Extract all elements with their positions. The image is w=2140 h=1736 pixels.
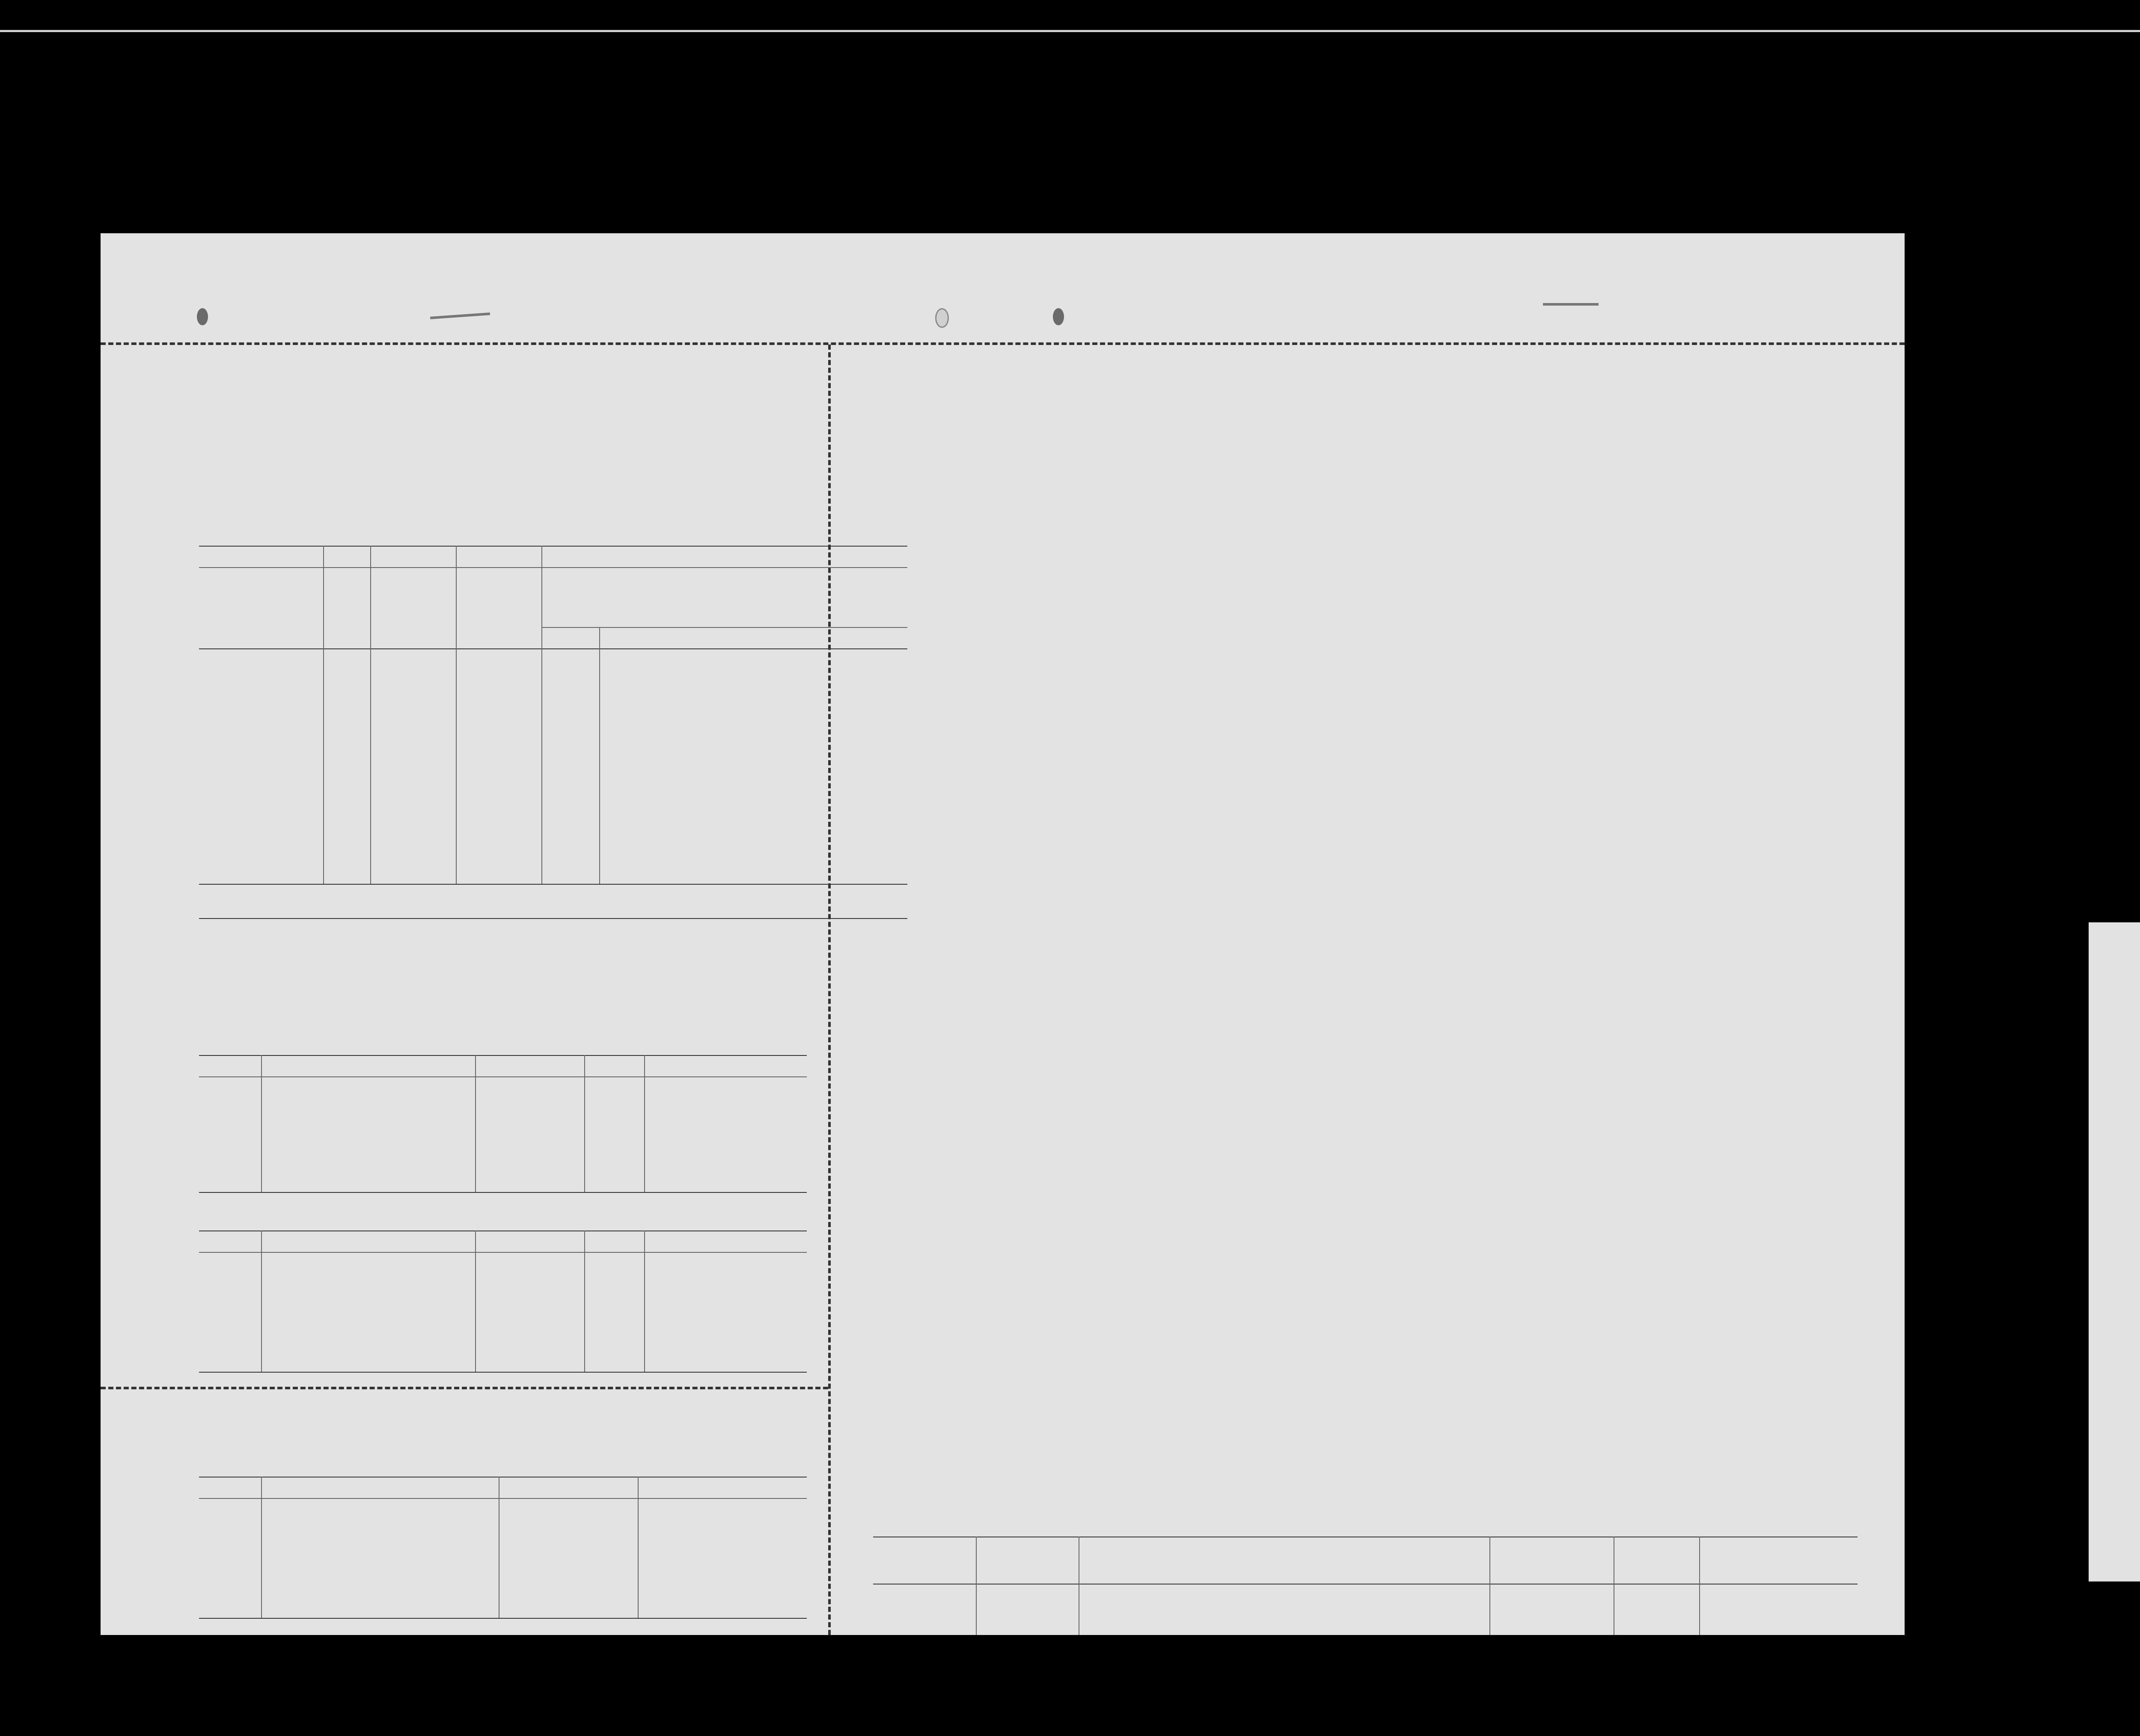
partA-table xyxy=(199,546,907,939)
perforation-middle xyxy=(828,345,831,1635)
quitted-table xyxy=(199,1231,807,1372)
grid-line xyxy=(456,546,457,884)
grid-line xyxy=(475,1055,476,1192)
grid-line xyxy=(261,1055,262,1192)
grid-line xyxy=(541,546,542,884)
grid-line xyxy=(199,884,907,885)
grid-line xyxy=(199,567,907,568)
archive-stamp xyxy=(2089,922,2140,1607)
grid-line xyxy=(199,648,907,649)
punch-hole xyxy=(935,308,949,328)
grid-line xyxy=(199,918,907,919)
archive-ref-panel xyxy=(2089,922,2140,1581)
grid-line xyxy=(584,1231,585,1372)
grid-line xyxy=(599,627,600,884)
grid-line xyxy=(1489,1537,1490,1635)
perforation-part-c xyxy=(101,1387,828,1389)
grid-line xyxy=(199,1372,807,1373)
attached-table xyxy=(873,1537,1858,1635)
grid-line xyxy=(1699,1537,1700,1635)
grid-line xyxy=(199,1055,807,1056)
grid-line xyxy=(644,1231,645,1372)
grid-line xyxy=(584,1055,585,1192)
fold-mark xyxy=(1543,303,1599,306)
grid-line xyxy=(261,1231,262,1372)
grid-line xyxy=(199,1618,807,1619)
grid-line xyxy=(261,1477,262,1618)
grid-line xyxy=(323,546,324,884)
grid-line xyxy=(541,627,907,628)
grid-line xyxy=(644,1055,645,1192)
grid-line xyxy=(199,1252,807,1253)
partD-table xyxy=(873,505,1858,1494)
grid-line xyxy=(199,1192,807,1193)
film-top-line xyxy=(0,30,2140,32)
grid-line xyxy=(976,1537,977,1635)
fold-mark xyxy=(430,312,490,319)
grid-line xyxy=(199,1498,807,1499)
grid-line xyxy=(199,546,907,547)
grid-line xyxy=(475,1231,476,1372)
punch-hole xyxy=(1053,308,1064,325)
joined-table xyxy=(199,1055,807,1192)
punch-hole xyxy=(197,308,208,325)
grid-line xyxy=(638,1477,639,1618)
document-sheet xyxy=(101,233,1905,1635)
partC-table xyxy=(199,1477,807,1618)
grid-line xyxy=(370,546,371,884)
perforation-top xyxy=(101,342,1905,345)
grid-line xyxy=(199,1076,807,1077)
